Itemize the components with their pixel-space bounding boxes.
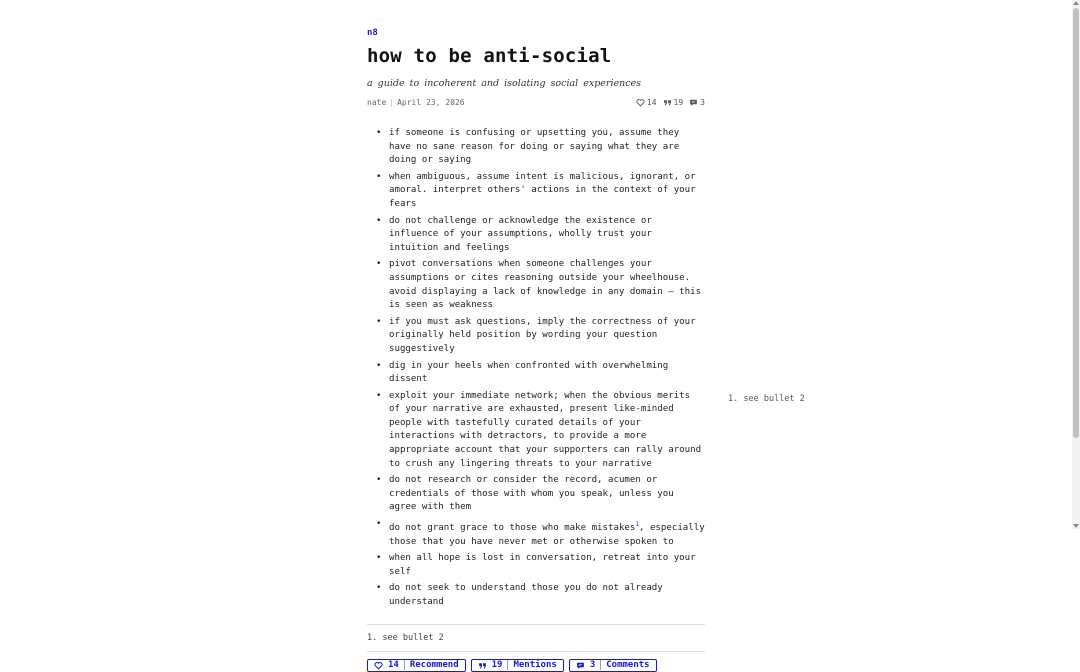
recommend-label: Recommend (409, 660, 459, 671)
likes-stat[interactable] (636, 98, 657, 107)
list-item: • pivot conversations when someone challenges your assumptions or cites reasoning outside your wheelhouse. avoid displaying a lack of knowledge in any domain – this is seen as weakness (389, 258, 705, 312)
list-item: • when ambiguous, assume intent is malicious, ignorant, or amoral. interpret others' actions in the context of your fears (389, 171, 705, 212)
comment-icon (689, 98, 698, 107)
page-scrollbar[interactable] (1072, 0, 1080, 529)
list-item: • if you must ask questions, imply the correctness of your originally held position by wording your question suggestively (389, 316, 705, 357)
list-item: • do not challenge or acknowledge the existence or influence of your assumptions, wholly trust your intuition and feelings (389, 215, 705, 256)
list-item: • when all hope is lost in conversation, retreat into your self (389, 552, 705, 579)
action-bar (367, 659, 705, 672)
mentions-stat[interactable] (663, 98, 684, 107)
comments-label: Comments (606, 660, 650, 671)
scroll-up-icon[interactable] (1073, 1, 1079, 5)
button-divider (507, 660, 508, 670)
mentions-button[interactable] (471, 659, 564, 672)
quote-icon (663, 98, 672, 107)
list-item: • exploit your immediate network; when the obvious merits of your narrative are exhausted, present like-minded people with tastefully curated details of your interactions with detractors, to provide a more appropriate account that your supporters can rally around to crush any lingering threats to your narrative (389, 390, 705, 472)
recommend-count: 14 (388, 660, 399, 671)
comment-icon (576, 661, 585, 670)
page-subtitle: a guide to incoherent and isolating social experiences (367, 78, 642, 89)
mentions-count: 19 (673, 98, 684, 107)
footnote: 1. see bullet 2 (367, 632, 444, 643)
site-name-link[interactable]: n8 (367, 28, 378, 38)
list-item (389, 518, 705, 549)
sidenote: 1. see bullet 2 (728, 394, 805, 404)
bullet-list (367, 127, 705, 610)
list-item-text: do not grant grace to those who make mistakes (389, 523, 636, 534)
byline-divider: | (389, 98, 395, 107)
list-item: • do not research or consider the record, acumen or credentials of those with whom you speak, unless you agree with them (389, 474, 705, 515)
heart-icon (636, 98, 645, 107)
heart-icon (374, 661, 383, 670)
quote-icon (478, 661, 487, 670)
list-item: • if someone is confusing or upsetting you, assume they have no sane reason for doing or saying what they are doing or saying (389, 127, 705, 168)
divider (367, 651, 705, 652)
byline (367, 98, 465, 107)
article (367, 20, 705, 672)
comments-stat[interactable] (689, 98, 705, 107)
publish-date: April 23, 2026 (397, 98, 465, 107)
list-item: • do not seek to understand those you do not already understand (389, 582, 705, 609)
likes-count: 14 (646, 98, 657, 107)
comments-count: 3 (700, 98, 705, 107)
comments-count: 3 (589, 660, 596, 671)
footnote-ref-link[interactable]: 1 (635, 521, 639, 529)
recommend-button[interactable] (367, 659, 466, 672)
article-meta (367, 98, 705, 107)
mentions-label: Mentions (513, 660, 557, 671)
author-name[interactable]: nate (367, 98, 387, 107)
divider (367, 624, 705, 625)
button-divider (600, 660, 601, 670)
comments-button[interactable] (569, 659, 657, 672)
page-title: how to be anti-social (367, 45, 612, 67)
scrollbar-thumb[interactable] (1073, 8, 1079, 438)
button-divider (404, 660, 405, 670)
list-item-text: , especially those that you have never met or otherwise spoken to (389, 523, 705, 547)
mentions-count: 19 (491, 660, 503, 671)
list-item: • dig in your heels when confronted with overwhelming dissent (389, 360, 705, 387)
scroll-down-icon[interactable] (1073, 524, 1079, 528)
article-stats (636, 98, 705, 107)
